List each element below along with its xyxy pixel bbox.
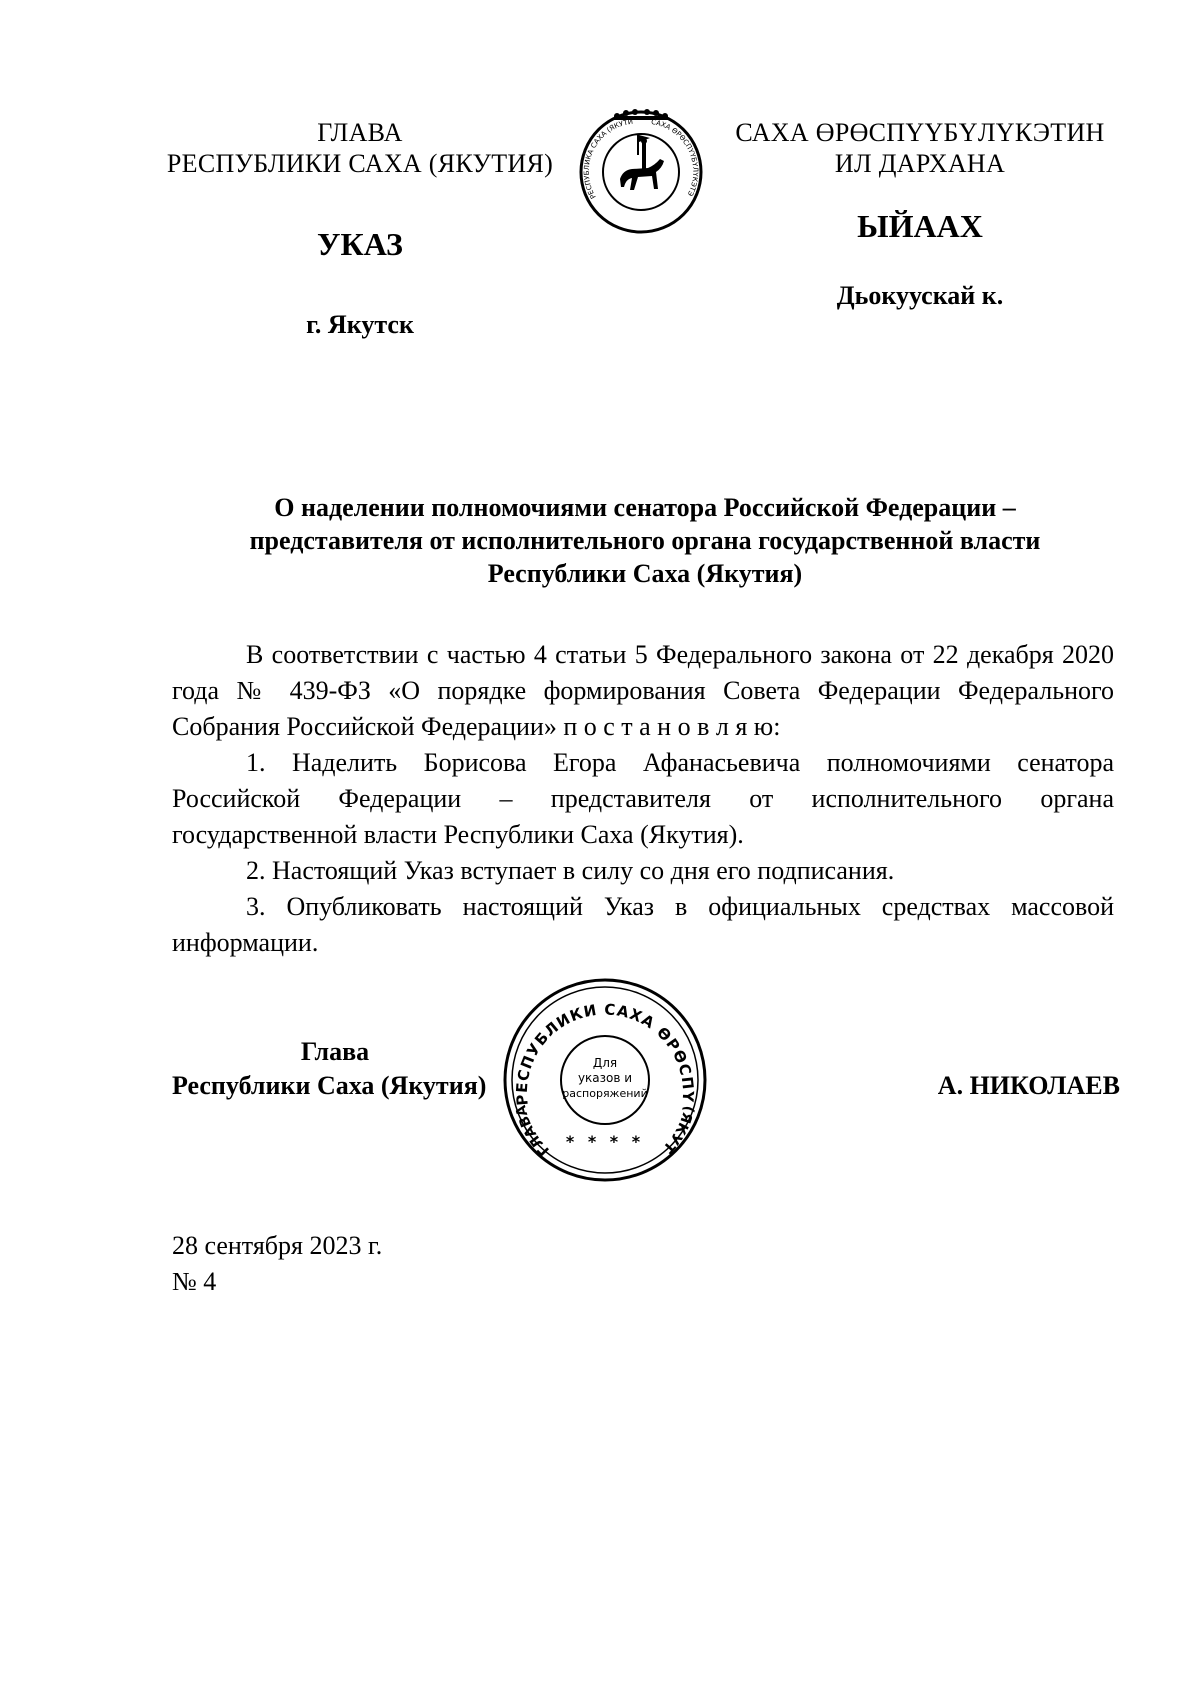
header-left-block [160, 117, 560, 179]
seal-bottom-right-text: (ЯКУТ [659, 1104, 697, 1156]
seal-center-line3: распоряжений [562, 1087, 648, 1100]
document-title [120, 491, 1170, 590]
document-date: 28 сентября 2023 г. [172, 1231, 383, 1260]
signature-role-line1: Глава [300, 1037, 370, 1066]
header-right-line1: САХА ӨРӨСПҮҮБҮЛҮКЭТИН [735, 118, 1105, 147]
doc-type-ru: УКАЗ [317, 226, 403, 262]
official-seal [500, 975, 710, 1185]
doc-type-sakha: ЫЙААХ [857, 208, 983, 244]
seal-bottom-left-text: ГЛАВА [513, 1103, 553, 1159]
header-right-block [730, 117, 1110, 179]
header-left-line2: РЕСПУБЛИКИ САХА (ЯКУТИЯ) [166, 149, 554, 178]
header-right-line2: ИЛ ДАРХАНА [834, 149, 1006, 178]
document-number: № 4 [172, 1267, 217, 1296]
title-line-3: Республики Саха (Якутия) [487, 559, 803, 588]
republic-emblem [576, 107, 706, 237]
city-ru: г. Якутск [306, 310, 414, 339]
emblem-ring-text-left: РЕСПУБЛИКА САХА (ЯКУТИ [582, 117, 634, 201]
title-line-1: О наделении полномочиями сенатора Российской Федерации – [274, 493, 1016, 522]
body-item-2: 2. Настоящий Указ вступает в силу со дня его подписания. [246, 856, 895, 885]
body-item-3: 3. Опубликовать настоящий Указ в официальных средствах массовой информации. [172, 892, 1114, 957]
signature-role-line2: Республики Саха (Якутия) [172, 1071, 487, 1100]
title-line-2: представителя от исполнительного органа государственной власти [249, 526, 1041, 555]
emblem-ring-text-right: САХА ӨРӨСПҮҮБҮЛҮКЭТЭ [650, 118, 700, 198]
header-left-line1: ГЛАВА [317, 118, 403, 147]
body-item-1: 1. Наделить Борисова Егора Афанасьевича полномочиями сенатора Российской Федерации – представителя от исполнительного органа государственной власти Республики Саха (Якутия). [172, 748, 1114, 849]
signature-name: А. НИКОЛАЕВ [937, 1071, 1120, 1100]
seal-ring-text: РЕСПУБЛИКИ САХА ӨРӨСПҮ [512, 1000, 698, 1107]
seal-stars: * * * * [565, 1132, 645, 1151]
seal-center-line1: Для [592, 1056, 618, 1070]
seal-center-line2: указов и [577, 1071, 633, 1085]
svg-text:САХА ӨРӨСПҮҮБҮЛҮКЭТЭ [651, 118, 700, 197]
body-preamble: В соответствии с частью 4 статьи 5 Федерального закона от 22 декабря 2020 года № 439-ФЗ «О порядке формирования Совета Федерации Федерального Собрания Российской Федерации» п о с т а н о в л я ю: [172, 640, 1114, 741]
document-body [172, 637, 1114, 961]
city-sakha: Дьокуускай к. [836, 281, 1004, 310]
